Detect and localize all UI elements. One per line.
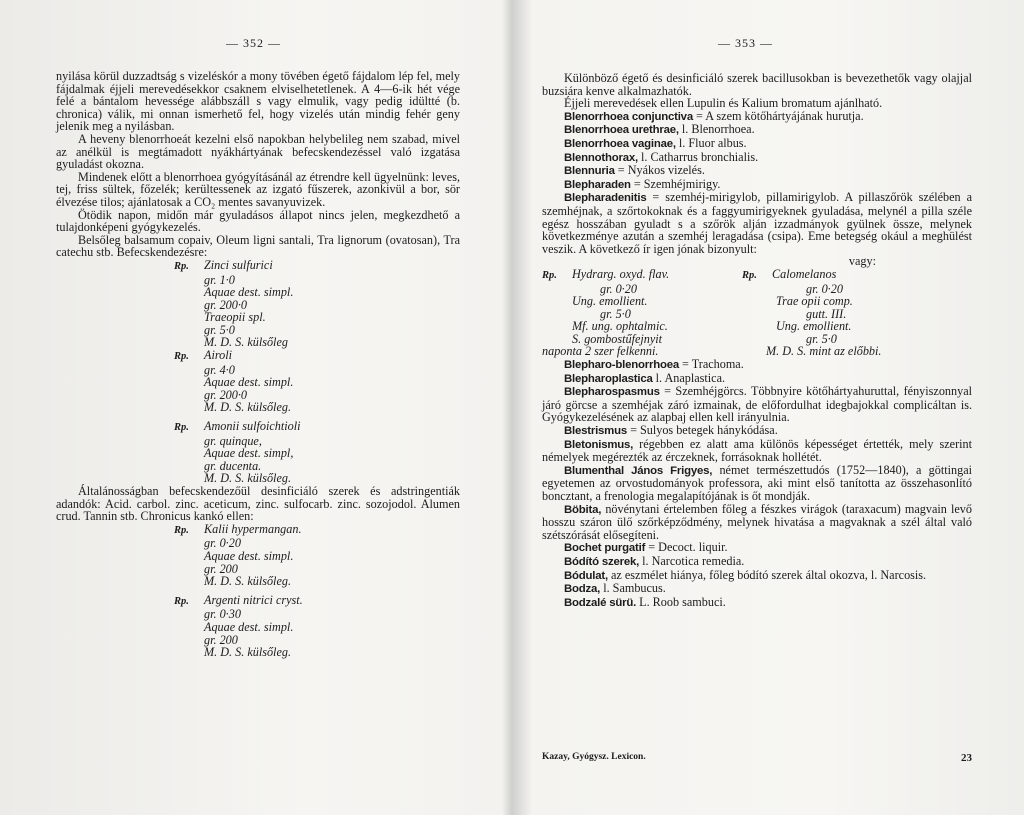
entry-text: = A szem kötőhártyájának hurutja. (692, 108, 864, 123)
entry-text: L. Roob sambuci. (636, 594, 726, 609)
rx-line: gr. quinque, (204, 433, 262, 448)
entry-headword: Blepharadenitis (564, 192, 647, 205)
entry-text: régebben ez alatt ama különös képességet értették, mely szerint némelyek megérezték az érczeknek, forrásoknak hollétét. (542, 436, 972, 465)
rx-line: gr. 200 (204, 561, 238, 576)
rx-line: gr. 5·0 (806, 331, 837, 346)
entry-text: = Sulyos betegek hánykódása. (627, 423, 778, 438)
entry-text: l. Blenorrhoea. (678, 122, 755, 137)
rx-line: Aquae dest. simpl. (204, 375, 294, 390)
signature-mark: Kazay, Gyógysz. Lexicon. (542, 752, 646, 762)
entry-text: l. Catharrus bronchialis. (637, 149, 759, 164)
rx-line: gr. ducenta. (204, 458, 262, 473)
entry-text: l. Sambucus. (600, 581, 666, 596)
rx-line: Aquae dest. simpl. (204, 548, 294, 563)
lexicon-entry (542, 582, 972, 596)
entry-headword: Blumenthal János Frigyes, (564, 464, 713, 477)
lexicon-entry (542, 541, 972, 555)
rx-line: Kalii hypermangan. (204, 521, 302, 536)
entry-headword: Bódító szerek, (564, 555, 640, 568)
rx-line: Trae opii comp. (776, 294, 853, 309)
entry-text: = Nyákos vizelés. (614, 163, 705, 178)
entry-headword: Blepharospasmus (564, 386, 660, 399)
lexicon-entry (542, 123, 972, 137)
paragraph: Különböző égető és desinficiáló szerek bacillusokban is bevezethetők vagy olajjal buzsiára kenve alkalmazhatók. (542, 71, 972, 98)
lexicon-entry (542, 503, 972, 542)
rx-line: gr. 5·0 (600, 306, 631, 321)
paragraph: A heveny blenorrhoeát kezelni első napokban helybelileg nem szabad, mivel az anélkül is megtámadott nyákhártyának befecskendezéssel való izgatása gyuladást okozna. (56, 131, 460, 172)
right-text-column (542, 72, 972, 609)
rx-line: Aquae dest. simpl, (204, 446, 294, 461)
page-number-left: — 352 — (226, 36, 281, 50)
entry-headword: Blennothorax, (564, 151, 638, 164)
rx-line: Amonii sulfoichtioli (204, 419, 301, 434)
lexicon-entry (542, 372, 972, 386)
rx-line: gr. 0·20 (806, 281, 843, 296)
lexicon-entry (542, 137, 972, 151)
rx-label: Rp. (174, 595, 189, 607)
entry-headword: Bletonismus, (564, 438, 634, 451)
paragraph: Belsőleg balsamum copaiv, Oleum ligni santali, Tra lignorum (ovatosan), Tra catechu stb. Befecskendezésre: (56, 232, 460, 260)
entry-text: = Decoct. liquir. (645, 540, 728, 555)
rx-line: gr. 200·0 (204, 387, 248, 402)
entry-text: = Szemhéjmirigy. (630, 176, 721, 191)
rx-line: Argenti nitrici cryst. (204, 592, 303, 607)
entry-text: az eszmélet hiánya, főleg bódító szerek által okozva, l. Narcosis. (607, 567, 927, 582)
rx-line: M. D. S. külsőleg. (204, 645, 291, 660)
paragraph: Ötödik napon, midőn már gyuladásos állapot nincs jelen, megkezdhető a tulajdonképeni gyógykezelés. (56, 207, 460, 235)
prescription-pair (542, 268, 972, 358)
entry-headword: Bochet purgatif (564, 542, 646, 555)
entry-headword: Blepharo-blenorrhoea (564, 359, 679, 372)
entry-headword: Bódulat, (564, 569, 608, 582)
lexicon-entry (542, 358, 972, 372)
lexicon-entry (542, 424, 972, 438)
rx-label: Rp. (174, 351, 189, 363)
lexicon-entry (542, 164, 972, 178)
rx-line: Airoli (204, 348, 232, 363)
rx-line: M. D. S. külsőleg. (204, 471, 291, 486)
rx-line: Traeopii spl. (204, 310, 266, 325)
paragraph: nyilása körül duzzadtság s vizeléskór a mony tövében égető fájdalom lép fel, mely fájdalmak éjjeli merevedésekkor csaknem elviselhetetlenek. A 4—6-ik hét vége felé a bántalom hevessége alábbszáll s vagy elmulik, vagy pedig idültté (b. chronica) válik, mi onnan ismerhető fel, hogy vizelés után mindig fehér geny jelenik meg a nyilásban. (56, 69, 460, 134)
entry-headword: Blepharoplastica (564, 372, 653, 385)
entry-text: = Szemhéjgörcs. Többnyire kötőhártyahuruttal, fényiszonnyal járó görcse a szemhéjak záró izmainak, de előfordulhat idegbajokkal complicáltan is. Gyógykezelésének az alapbaj ellen kell irányulnia. (542, 384, 972, 425)
entry-text: l. Anaplastica. (652, 370, 726, 385)
rx-line: Calomelanos (772, 266, 837, 281)
prescription (174, 594, 460, 659)
rx-line: Ung. emollient. (572, 294, 648, 309)
lexicon-entry (542, 596, 972, 610)
lexicon-entry (542, 191, 972, 255)
entry-text: = szemhéj-mirigylob, pillamirigylob. A pillaszőrök szélében a szemhéjnak, a szőrtokoknak és a faggyumirigyeknek gyuladása, melynél a pilla széle egész hosszában gyuladt s a szőrök alján izzadmányok gyülnek össze, melynek következménye azután a szemhéj leragadása (csipa). Eme betegség okául a meghülést veszik. A következő ír igen jónak bizonyult: (542, 190, 972, 256)
rx-line: naponta 2 szer felkenni. (542, 344, 659, 359)
rx-line: Ung. emollient. (776, 319, 852, 334)
rx-line: Aquae dest. simpl. (204, 285, 294, 300)
rx-label: Rp. (742, 269, 757, 281)
entry-text: l. Narcotica remedia. (639, 553, 745, 568)
paragraph: Általánosságban befecskendezőül desinficiáló szerek és adstringentiák adandók: Acid. carbol. zinc. aceticum, zinc. sulfocarb. zinc. sozojodol. Alumen crud. Tannin stb. Chronicus kankó ellen: (56, 484, 460, 524)
rx-line: gr. 0·20 (600, 281, 637, 296)
prescription-group (174, 259, 460, 485)
rx-line: gr. 4·0 (204, 362, 235, 377)
paragraph: Éjjeli merevedések ellen Lupulin és Kalium bromatum ajánlható. (564, 96, 883, 111)
vagy-label: vagy: (848, 254, 876, 269)
prescription (174, 259, 460, 349)
rx-line: gr. 1·0 (204, 272, 235, 287)
entry-headword: Blepharaden (564, 178, 631, 191)
rx-line: gr. 0·30 (204, 607, 241, 622)
prescription (174, 349, 460, 414)
entry-headword: Böbita, (564, 503, 602, 516)
sheet-number: 23 (961, 752, 972, 764)
prescription (742, 268, 972, 358)
rx-line: S. gombostűfejnyit (572, 331, 663, 346)
rx-line: M. D. S. mint az előbbi. (766, 344, 882, 359)
prescription (174, 420, 460, 485)
rx-line: gr. 5·0 (204, 322, 235, 337)
rx-line: M. D. S. külsőleg (204, 335, 288, 350)
lexicon-entry (542, 110, 972, 124)
lexicon-entry (542, 569, 972, 583)
rx-line: M. D. S. külsőleg. (204, 574, 291, 589)
prescription-group (174, 523, 460, 659)
rx-line: gutt. III. (806, 306, 847, 321)
rx-label: Rp. (174, 524, 189, 536)
rx-line: Aquae dest. simpl. (204, 619, 294, 634)
rx-label: Rp. (542, 269, 557, 281)
entry-headword: Bodza, (564, 583, 601, 596)
entry-headword: Blestrismus (564, 425, 628, 438)
rx-label: Rp. (174, 422, 189, 434)
right-page (512, 0, 1024, 815)
rx-line: gr. 200·0 (204, 297, 248, 312)
rx-line: M. D. S. külsőleg. (204, 400, 291, 415)
rx-line: Hydrarg. oxyd. flav. (572, 266, 670, 281)
page-number-right: — 353 — (718, 36, 773, 50)
rx-line: Mf. ung. ophtalmic. (572, 319, 668, 334)
rx-label: Rp. (174, 260, 189, 272)
entry-text: = Trachoma. (679, 357, 744, 372)
rx-line: gr. 200 (204, 632, 238, 647)
entry-text: német természettudós (1752—1840), a göttingai egyetemen az orvostudományok professora, aki mint első tanította az összehasonlító boncztant, a frenologia megalapítójának is őt mondják. (542, 462, 972, 503)
entry-headword: Blenorrhoea vaginae, (564, 137, 676, 150)
entry-headword: Blenorrhoea urethrae, (564, 124, 679, 137)
rx-line: gr. 0·20 (204, 536, 241, 551)
entry-headword: Bodzalé sürü. (564, 596, 637, 609)
entry-text: l. Fluor albus. (675, 135, 747, 150)
rx-line: Zinci sulfurici (204, 257, 273, 272)
paragraph: Mindenek előtt a blenorrhoea gyógyításánál az étrendre kell ügyelnünk: leves, tej, friss sültek, főzelék; kerültessenek az izgató fűszerek, azonkivül a bor, sör élvezése tilos; ajánlatosak a CO₂ mentes savanyuvizek. (56, 169, 460, 209)
lexicon-entry (542, 385, 972, 424)
lexicon-entry (542, 438, 972, 464)
lexicon-entry (542, 555, 972, 569)
lexicon-entry (542, 151, 972, 165)
lexicon-entry (542, 464, 972, 503)
entry-headword: Blennuria (564, 165, 615, 178)
lexicon-entry (542, 178, 972, 192)
entry-headword: Blenorrhoea conjunctiva (564, 110, 693, 123)
prescription (174, 523, 460, 588)
entry-text: növénytani értelemben főleg a fészkes virágok (taraxacum) magvain levő hosszu száron ülő szőrképződmény, melynek hivatása a magvaknak a szél által való szétszórását elősegíteni. (542, 501, 972, 542)
left-text-column (56, 70, 460, 659)
prescription (542, 268, 742, 358)
